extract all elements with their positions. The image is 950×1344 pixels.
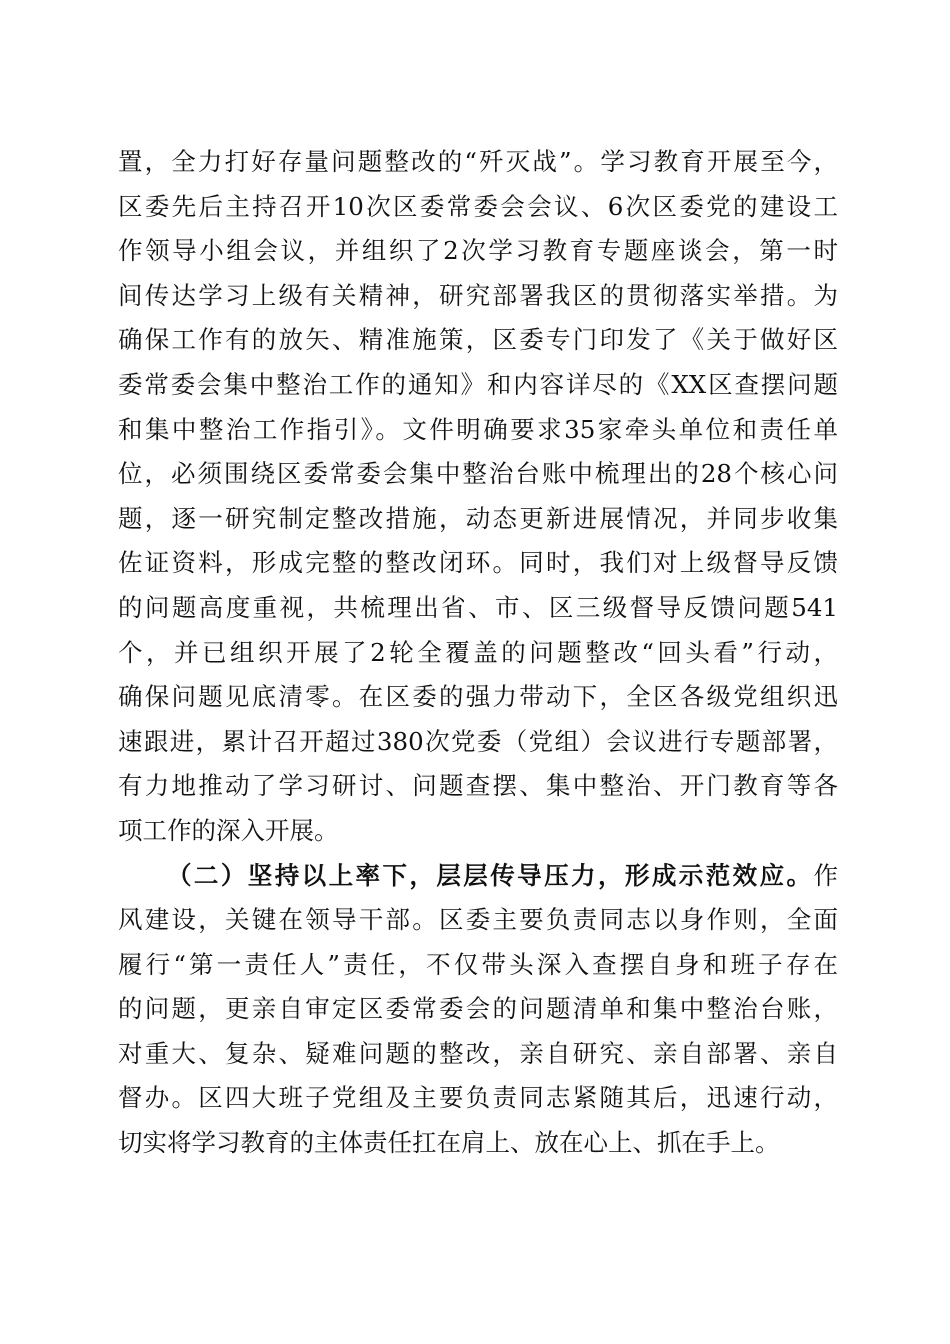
text-line: 有力地推动了学习研讨、问题查摆、集中整治、开门教育等各 xyxy=(118,771,838,801)
text-line: 位，必须围绕区委常委会集中整治台账中梳理出的28个核心问 xyxy=(118,459,838,489)
text-line: 切实将学习教育的主体责任扛在肩上、放在心上、抓在手上。 xyxy=(118,1128,780,1158)
text-line: 速跟进，累计召开超过380次党委（党组）会议进行专题部署， xyxy=(118,726,838,756)
paragraph-2 xyxy=(118,854,838,1166)
text-line: 题，逐一研究制定整改措施，动态更新进展情况，并同步收集 xyxy=(118,503,838,533)
text-line: 项工作的深入开展。 xyxy=(118,815,339,845)
text-line: 确保工作有的放矢、精准施策，区委专门印发了《关于做好区 xyxy=(118,325,838,355)
text-line: 佐证资料，形成完整的整改闭环。同时，我们对上级督导反馈 xyxy=(118,548,838,578)
text-line: 督办。区四大班子党组及主要负责同志紧随其后，迅速行动， xyxy=(118,1083,838,1113)
text-line: 和集中整治工作指引》。文件明确要求35家牵头单位和责任单 xyxy=(118,414,838,444)
heading-line-rest: 作 xyxy=(813,860,838,890)
text-line: 个，并已组织开展了2轮全覆盖的问题整改“回头看”行动， xyxy=(118,637,838,667)
text-line: 的问题，更亲自审定区委常委会的问题清单和集中整治台账， xyxy=(118,994,838,1024)
text-line: 作领导小组会议，并组织了2次学习教育专题座谈会，第一时 xyxy=(118,236,838,266)
text-line: 委常委会集中整治工作的通知》和内容详尽的《XX区查摆问题 xyxy=(118,369,838,399)
text-line: 确保问题见底清零。在区委的强力带动下，全区各级党组织迅 xyxy=(118,682,838,712)
paragraph-heading-line xyxy=(118,854,838,899)
text-line: 履行“第一责任人”责任，不仅带头深入查摆自身和班子存在 xyxy=(118,949,838,979)
section-heading: （二）坚持以上率下，层层传导压力，形成示范效应。 xyxy=(167,860,814,890)
text-line: 间传达学习上级有关精神，研究部署我区的贯彻落实举措。为 xyxy=(118,280,838,310)
paragraph-1 xyxy=(118,140,838,854)
document-body xyxy=(118,140,838,1166)
text-line: 的问题高度重视，共梳理出省、市、区三级督导反馈问题541 xyxy=(118,592,838,622)
text-line: 置，全力打好存量问题整改的“歼灭战”。学习教育开展至今， xyxy=(118,147,838,176)
text-line: 区委先后主持召开10次区委常委会会议、6次区委党的建设工 xyxy=(118,191,838,221)
text-line: 对重大、复杂、疑难问题的整改，亲自研究、亲自部署、亲自 xyxy=(118,1038,838,1068)
text-line: 风建设，关键在领导干部。区委主要负责同志以身作则，全面 xyxy=(118,905,838,935)
